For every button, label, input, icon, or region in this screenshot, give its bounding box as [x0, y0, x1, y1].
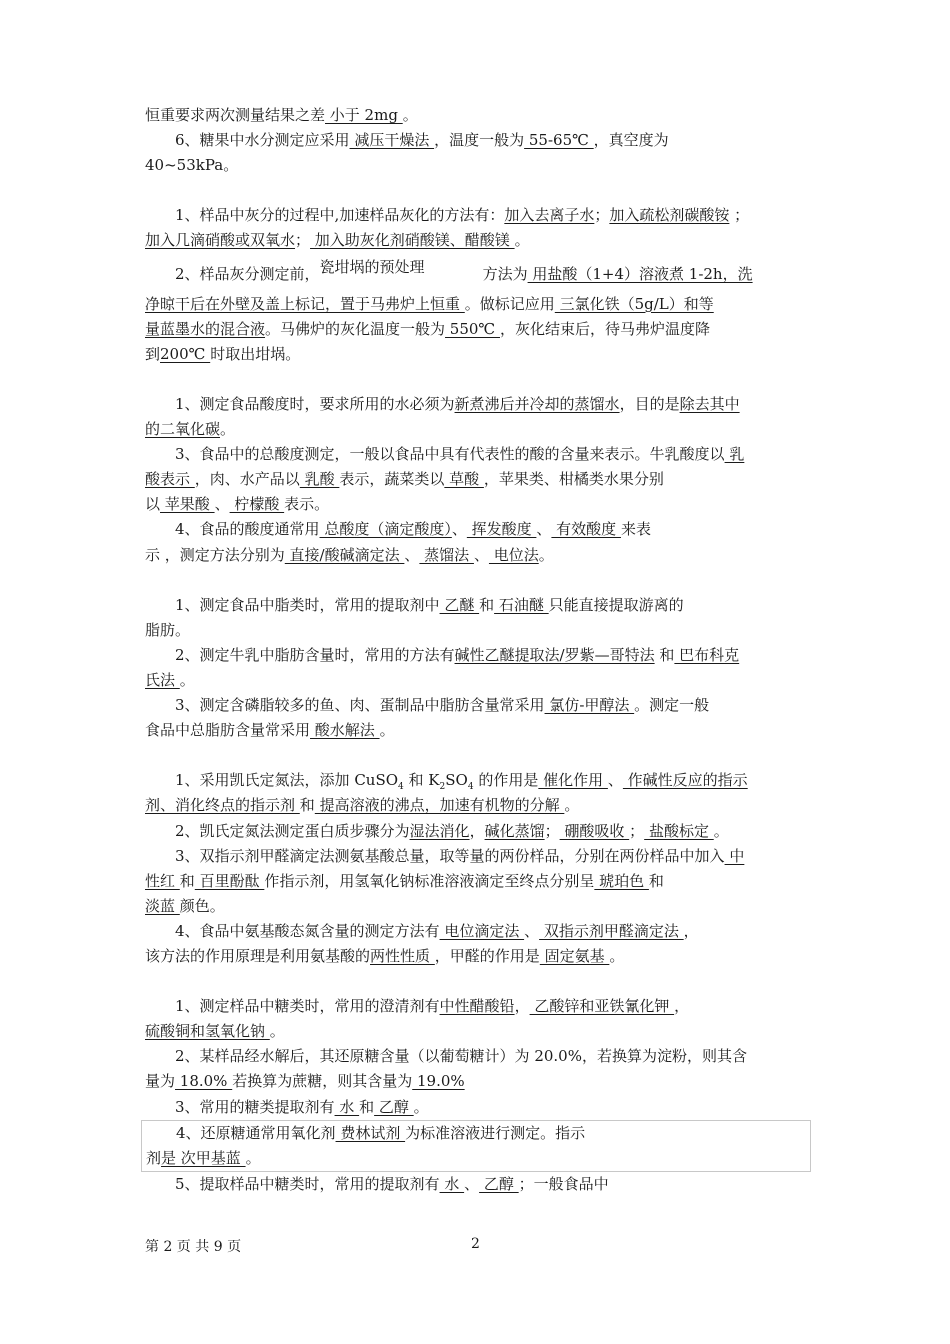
text: 只能直接提取游离的 [548, 595, 684, 614]
answer-blank: 苹果酸 [160, 495, 215, 514]
answer-blank: 氯仿-甲醇法 [544, 696, 635, 715]
answer-blank: 55-65℃ [524, 131, 594, 150]
text: 和 [479, 595, 495, 614]
text: 为标准溶液进行测定。指示 [405, 1123, 586, 1142]
answer-blank: 加入去离子水 [504, 206, 595, 225]
answer-blank: 加入几滴硝酸或双氧水 [145, 231, 296, 250]
answer-blank: 作碱性反应的指示 [622, 771, 748, 790]
answer-blank: 用盐酸（1+4）溶液煮 1-2h，洗 [527, 264, 753, 283]
text: 来表 [620, 520, 651, 539]
text: 1、采用凯氏定氮法，添加 CuSO [175, 771, 399, 790]
answer-blank: 550℃ [445, 319, 500, 338]
text: ，温度一般为 [434, 131, 525, 150]
text-line [145, 844, 809, 869]
text: 以 [145, 495, 161, 514]
text: ，甲醛的作用是 [434, 947, 540, 965]
text: 瓷坩埚的预处理 [319, 257, 425, 276]
answer-blank: 新煮沸后并冷却的蒸馏水 [454, 394, 620, 413]
text: ， [674, 997, 690, 1016]
text: 2、测定牛乳中脂肪含量时，常用的方法有 [175, 645, 455, 664]
text-line [145, 467, 809, 492]
text: 和 [648, 871, 664, 890]
answer-blank: 减压干燥法 [349, 131, 435, 150]
text: 作指示剂，用氢氧化钠标准溶液滴定至终点分别呈 [264, 871, 595, 890]
answer-blank: 乙醚 [439, 595, 480, 614]
text: 。 [379, 721, 395, 740]
answer-blank: 加入疏松剂碳酸铵 [609, 206, 730, 225]
text: 若换算为蔗糖，则其含量为 [232, 1072, 413, 1091]
text: ； [594, 206, 610, 225]
text: 、 [524, 921, 540, 940]
text-line [145, 417, 809, 442]
answer-blank: 盐酸标定 [644, 821, 714, 840]
text: 和 [654, 645, 675, 664]
text-line [145, 793, 809, 818]
answer-blank: 电位滴定法 [439, 921, 525, 940]
text-line [145, 693, 809, 718]
answer-blank: 催化作用 [538, 771, 608, 790]
text: 。 [538, 545, 554, 564]
text: ； [729, 206, 750, 225]
text-line [145, 153, 809, 178]
answer-blank: 琥珀色 [594, 871, 649, 890]
text: SO [445, 771, 468, 790]
text: 、 [536, 520, 552, 539]
text: 3、常用的糖类提取剂有 [175, 1097, 335, 1116]
answer-blank: 水 [334, 1097, 360, 1116]
section-heading [145, 178, 809, 203]
answer-blank: 氏法 [145, 670, 180, 689]
text: ， [469, 821, 485, 840]
text: 和 K [403, 771, 440, 790]
answer-blank: 三氯化铁（5g/L）和等 [554, 294, 714, 313]
answer-blank: 小于 2mg [325, 106, 403, 124]
text: ， [683, 921, 699, 940]
text: 表示，蔬菜类以 [339, 470, 445, 489]
text: 食品中总脂肪含量常采用 [145, 721, 311, 740]
text: 脂肪。 [145, 620, 191, 639]
answer-blank: 乙酸锌和亚铁氰化钾 [529, 997, 675, 1016]
text: ，真空度为 [593, 131, 669, 150]
text-line [145, 894, 809, 919]
section-heading [145, 743, 809, 768]
text: 4、食品的酸度通常用 [175, 520, 320, 539]
text: ，苹果类、柑橘类水果分别 [483, 470, 664, 489]
text: 1、样品中灰分的过程中,加速样品灰化的方法有： [175, 206, 505, 225]
answer-blank: 量蓝墨水的混合液 [145, 319, 266, 338]
text-line [145, 442, 809, 467]
text-line [145, 254, 809, 292]
text: 和 [359, 1097, 375, 1116]
text-line [145, 317, 809, 342]
text: 。马佛炉的灰化温度一般为 [265, 319, 446, 338]
text: 方法为 [482, 264, 528, 283]
answer-blank: 19.0% [412, 1072, 465, 1091]
answer-blank: 百里酚酞 [194, 871, 265, 890]
text: ，目的是 [619, 394, 680, 413]
text: 量为 [145, 1072, 176, 1091]
text-line [145, 869, 809, 894]
text: 。 [609, 947, 625, 965]
text: 1、测定食品中脂类时，常用的提取剂中 [175, 595, 440, 614]
text-line [145, 103, 809, 128]
text-line [145, 593, 809, 618]
text-line [145, 1069, 809, 1094]
text-line [145, 517, 809, 542]
text: 、 [451, 520, 467, 539]
text-line [145, 618, 809, 643]
page-footer-label: 第 2 页 共 9 页 [145, 1239, 242, 1255]
text: 剂 [146, 1148, 162, 1167]
answer-blank: 是 次甲基蓝 [161, 1148, 246, 1167]
answer-blank: 硫酸铜和氢氧化钠 [145, 1022, 270, 1041]
text: ； [629, 821, 645, 840]
text: 、 [464, 1174, 480, 1193]
answer-blank: 两性性质 [370, 947, 435, 965]
answer-blank: 草酸 [444, 470, 484, 489]
answer-blank: 乙醇 [479, 1174, 519, 1193]
answer-blank: 中 [724, 846, 745, 865]
text: 4、还原糖通常用氧化剂 [176, 1123, 336, 1142]
text-line [145, 718, 809, 743]
text: 、 [404, 545, 420, 564]
text: 。 [402, 106, 418, 124]
subscript: 4 [398, 782, 404, 793]
text: 颜色。 [179, 896, 225, 915]
subscript: 4 [467, 782, 474, 793]
answer-blank: 水 [439, 1174, 465, 1193]
text-line [145, 492, 809, 517]
text-line [146, 1146, 810, 1171]
text: 表示。 [284, 495, 330, 514]
subscript: 2 [439, 782, 446, 793]
answer-blank: 硼酸吸收 [559, 821, 630, 840]
answer-blank: 乳 [724, 445, 745, 464]
answer-blank: 加入助灰化剂硝酸镁、醋酸镁 [310, 231, 515, 250]
text: 4、食品中氨基酸态氮含量的测定方法有 [175, 921, 440, 940]
text: 、 [214, 495, 230, 514]
text: 。 [514, 231, 530, 250]
text: 到 [145, 344, 161, 363]
text: 和 [299, 796, 315, 815]
answer-blank: 除去其中 [679, 394, 740, 413]
text: 。 [179, 670, 195, 689]
text: 1、测定食品酸度时，要求所用的水必须为 [175, 394, 455, 413]
answer-blank: 双指示剂甲醛滴定法 [539, 921, 684, 940]
text-line [145, 919, 809, 944]
answer-blank: 酸水解法 [310, 721, 380, 740]
answer-blank: 石油醚 [494, 595, 549, 614]
text: 。 [245, 1148, 261, 1167]
answer-blank: 酸表示 [145, 470, 195, 489]
answer-blank: 电位法 [488, 545, 539, 564]
page-number: 2 [471, 1236, 480, 1252]
answer-blank: 净晾干后在外壁及盖上标记，置于马弗炉上恒重 [145, 294, 465, 313]
text: 。 [220, 420, 236, 439]
text: 、 [607, 771, 623, 790]
text: 示 ，测定方法分别为 [145, 545, 285, 564]
text-line [145, 128, 809, 153]
answer-blank: 有效酸度 [551, 520, 621, 539]
text: 2、样品灰分测定前， [175, 264, 320, 283]
text-line [145, 994, 809, 1019]
answer-blank: 总酸度（滴定酸度） [319, 520, 452, 539]
text: 时取出坩埚。 [210, 344, 301, 363]
section-heading [145, 568, 809, 593]
text-line [145, 668, 809, 693]
answer-blank: 碱性乙醚提取法/罗紫—哥特法 [454, 645, 655, 664]
text-line [146, 1121, 810, 1146]
text-line [145, 768, 809, 793]
text: 。测定一般 [634, 696, 710, 715]
answer-blank: 淡蓝 [145, 896, 180, 915]
text: 3、双指示剂甲醛滴定法测氨基酸总量，取等量的两份样品，分别在两份样品中加入 [175, 846, 725, 865]
text-line [145, 543, 809, 568]
text-line [145, 944, 809, 969]
text: ，肉、水产品以 [194, 470, 300, 489]
text-line [145, 1044, 809, 1069]
text-line [145, 1172, 809, 1197]
answer-blank: 挥发酸度 [466, 520, 537, 539]
text-line [145, 392, 809, 417]
text: 3、食品中的总酸度测定，一般以食品中具有代表性的酸的含量来表示。牛乳酸度以 [175, 445, 725, 464]
text: ； [295, 231, 311, 250]
answer-blank: 蒸馏法 [419, 545, 474, 564]
answer-blank: 费林试剂 [335, 1123, 406, 1142]
text: 6、糖果中水分测定应采用 [175, 131, 350, 150]
text-line [145, 819, 809, 844]
answer-blank: 性红 [145, 871, 180, 890]
page-body [145, 103, 809, 1197]
answer-blank: 乙醇 [374, 1097, 414, 1116]
section-heading [145, 969, 809, 994]
text: 3、测定含磷脂较多的鱼、肉、蛋制品中脂肪含量常采用 [175, 696, 545, 715]
answer-blank: 中性醋酸铅 [439, 997, 515, 1016]
answer-blank: 乳酸 [299, 470, 340, 489]
text: 1、测定样品中糖类时，常用的澄清剂有 [175, 997, 440, 1016]
text: 的作用是 [473, 771, 539, 790]
text-line [145, 1019, 809, 1044]
answer-blank: 剂、消化终点的指示剂 [145, 796, 300, 815]
answer-blank: 直接/酸碱滴定法 [284, 545, 405, 564]
text: ；一般食品中 [518, 1174, 609, 1193]
text-line [145, 643, 809, 668]
text: 。 [713, 821, 729, 840]
text: 40~53kPa。 [145, 156, 239, 175]
text: ； [544, 821, 560, 840]
answer-blank: 巴布科克 [674, 645, 740, 664]
text: 和 [179, 871, 195, 890]
answer-blank: 柠檬酸 [229, 495, 285, 514]
text: ，灰化结束后，待马弗炉温度降 [499, 319, 710, 338]
text: 恒重要求两次测量结果之差 [145, 106, 326, 124]
answer-blank: 的二氧化碳 [145, 420, 221, 439]
text: 。 [564, 796, 580, 815]
section-heading [145, 367, 809, 392]
boxed-question [141, 1120, 811, 1172]
text: 2、凯氏定氮法测定蛋白质步骤分为 [175, 821, 410, 840]
answer-blank: 碱化蒸馏 [484, 821, 545, 840]
answer-blank: 湿法消化 [409, 821, 470, 840]
answer-blank: 18.0% [175, 1072, 233, 1091]
answer-blank: 固定氨基 [539, 947, 610, 965]
text: ， [514, 997, 530, 1016]
text-line [145, 1095, 809, 1120]
answer-blank: 提高溶液的沸点，加速有机物的分解 [314, 796, 565, 815]
text: 、 [473, 545, 489, 564]
text: 。做标记应用 [464, 294, 555, 313]
text: 该方法的作用原理是利用氨基酸的 [145, 947, 371, 965]
text-line [145, 228, 809, 253]
text: 5、提取样品中糖类时，常用的提取剂有 [175, 1174, 440, 1193]
text-line [145, 203, 809, 228]
text-line [145, 292, 809, 317]
text: 。 [413, 1097, 429, 1116]
text-line [145, 342, 809, 367]
text: 2、某样品经水解后，其还原糖含量（以葡萄糖计）为 20.0%，若换算为淀粉，则其含 [175, 1047, 747, 1066]
answer-blank: 200℃ [160, 344, 211, 363]
text: 。 [269, 1022, 285, 1041]
